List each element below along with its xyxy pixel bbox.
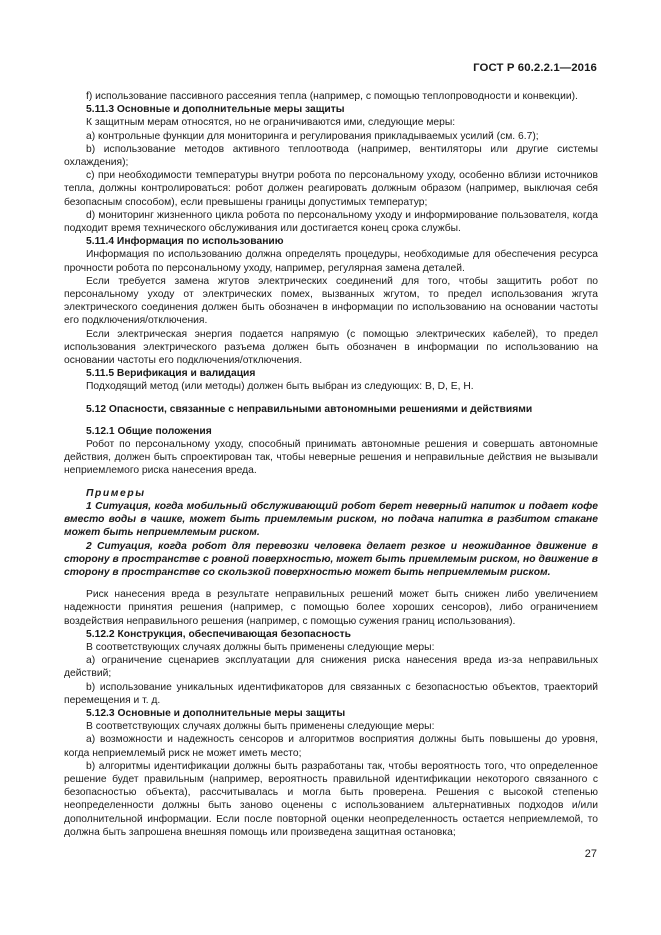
subsection-heading: 5.12.1 Общие положения [86, 425, 212, 437]
paragraph: К защитным мерам относятся, но не ограничиваются ими, следующие меры: [86, 117, 456, 129]
paragraph: Риск нанесения вреда в результате неправильных решений может быть снижен либо увеличением надежности принятия решения (например, с помощью более хороших сенсоров), либо ограничением воздействия неправильного решения (например, с помощью сужения границ использования). [64, 589, 598, 627]
paragraph: Если электрическая энергия подается напрямую (с помощью электрических кабелей), то предел использования электрического разъема должен быть обозначен в информации по использованию на основании частоты его подключения/отключения. [64, 328, 598, 367]
paragraph: Подходящий метод (или методы) должен быть выбран из следующих: B, D, E, H. [86, 381, 474, 393]
subsection-heading: 5.12.2 Конструкция, обеспечивающая безопасность [86, 628, 351, 640]
list-item: b) алгоритмы идентификации должны быть разработаны так, чтобы вероятность того, что определенное решение будет правильным (например, вероятность правильной идентификации некоторого связанного с безопасностью объекта), рассчитывалась и могла быть проверена. Решения с высокой степенью неопределенности должны быть заново оценены с использованием альтернативных подходов и/или дополнительной информации. Если после повторной оценки неопределенность остается неприемлемой, то должна быть запрошена внешняя помощь или произведена защитная остановка; [64, 760, 598, 838]
document-body [64, 90, 598, 839]
list-item: a) ограничение сценариев эксплуатации для снижения риска нанесения вреда из-за неправильных действий; [64, 655, 598, 680]
document-code: ГОСТ Р 60.2.2.1—2016 [473, 62, 597, 74]
example-item: 1 Ситуация, когда мобильный обслуживающий робот берет неверный напиток и подает кофе вместо воды в чашке, может быть приемлемым риском, но подача напитка в разбитом стакане может быть неприемлемым риском. [64, 500, 598, 539]
paragraph: f) использование пассивного рассеяния тепла (например, с помощью теплопроводности и конвекции). [86, 91, 578, 102]
subsection-heading: 5.11.3 Основные и дополнительные меры защиты [86, 104, 345, 116]
examples-label: Примеры [86, 487, 146, 499]
paragraph: Если требуется замена жгутов электрических соединений для того, чтобы защитить робот по персональному уходу от электрических помех, вызванных жгутом, то предел использования жгута электрического соединения должен быть обозначен в информации по использованию на основании частоты его подключения/отключения. [64, 275, 598, 327]
list-item: a) контрольные функции для мониторинга и регулирования прикладываемых усилий (см. 6.7); [86, 130, 539, 142]
paragraph: Робот по персональному уходу, способный принимать автономные решения и совершать автономные действия, должен быть спроектирован так, чтобы неверные решения и неправильные действия не вызывали неприемлемого риска нанесения вреда. [64, 439, 598, 477]
page-number: 27 [584, 848, 597, 860]
paragraph: В соответствующих случаях должны быть применены следующие меры: [86, 641, 435, 653]
subsection-heading: 5.11.4 Информация по использованию [86, 236, 284, 248]
subsection-heading: 5.12.3 Основные и дополнительные меры защиты [86, 707, 346, 719]
list-item: d) мониторинг жизненного цикла робота по персональному уходу и информирование пользователя, когда подходит время технического обслуживания или достигается конец срока службы. [64, 209, 598, 235]
section-heading: 5.12 Опасности, связанные с неправильными автономными решениями и действиями [86, 403, 533, 415]
paragraph: Информация по использованию должна определять процедуры, необходимые для обеспечения ресурса прочности робота по персональному уходу, например, регулярная замена деталей. [64, 249, 598, 274]
list-item: a) возможности и надежность сенсоров и алгоритмов восприятия должны быть повышены до уровня, когда неприемлемый риск не может иметь место; [64, 734, 598, 759]
list-item: b) использование уникальных идентификаторов для связанных с безопасностью объектов, траекторий перемещения и т. д. [64, 681, 598, 706]
list-item: c) при необходимости температуры внутри робота по персональному уходу, особенно вблизи источников тепла, должны контролироваться: робот должен реагировать должным образом (например, выключая себя безопасным способом), если превышены границы допустимых температур; [64, 170, 598, 208]
subsection-heading: 5.11.5 Верификация и валидация [86, 368, 256, 380]
list-item: b) использование методов активного теплоотвода (например, вентиляторы или другие системы охлаждения); [64, 143, 598, 169]
example-item: 2 Ситуация, когда робот для перевозки человека делает резкое и неожиданное движение в сторону в пространстве с ровной поверхностью, может быть приемлемым риском, но движение в сторону в пространстве со скользкой поверхностью может быть неприемлемым риском. [64, 540, 598, 578]
paragraph: В соответствующих случаях должны быть применены следующие меры: [86, 721, 435, 733]
